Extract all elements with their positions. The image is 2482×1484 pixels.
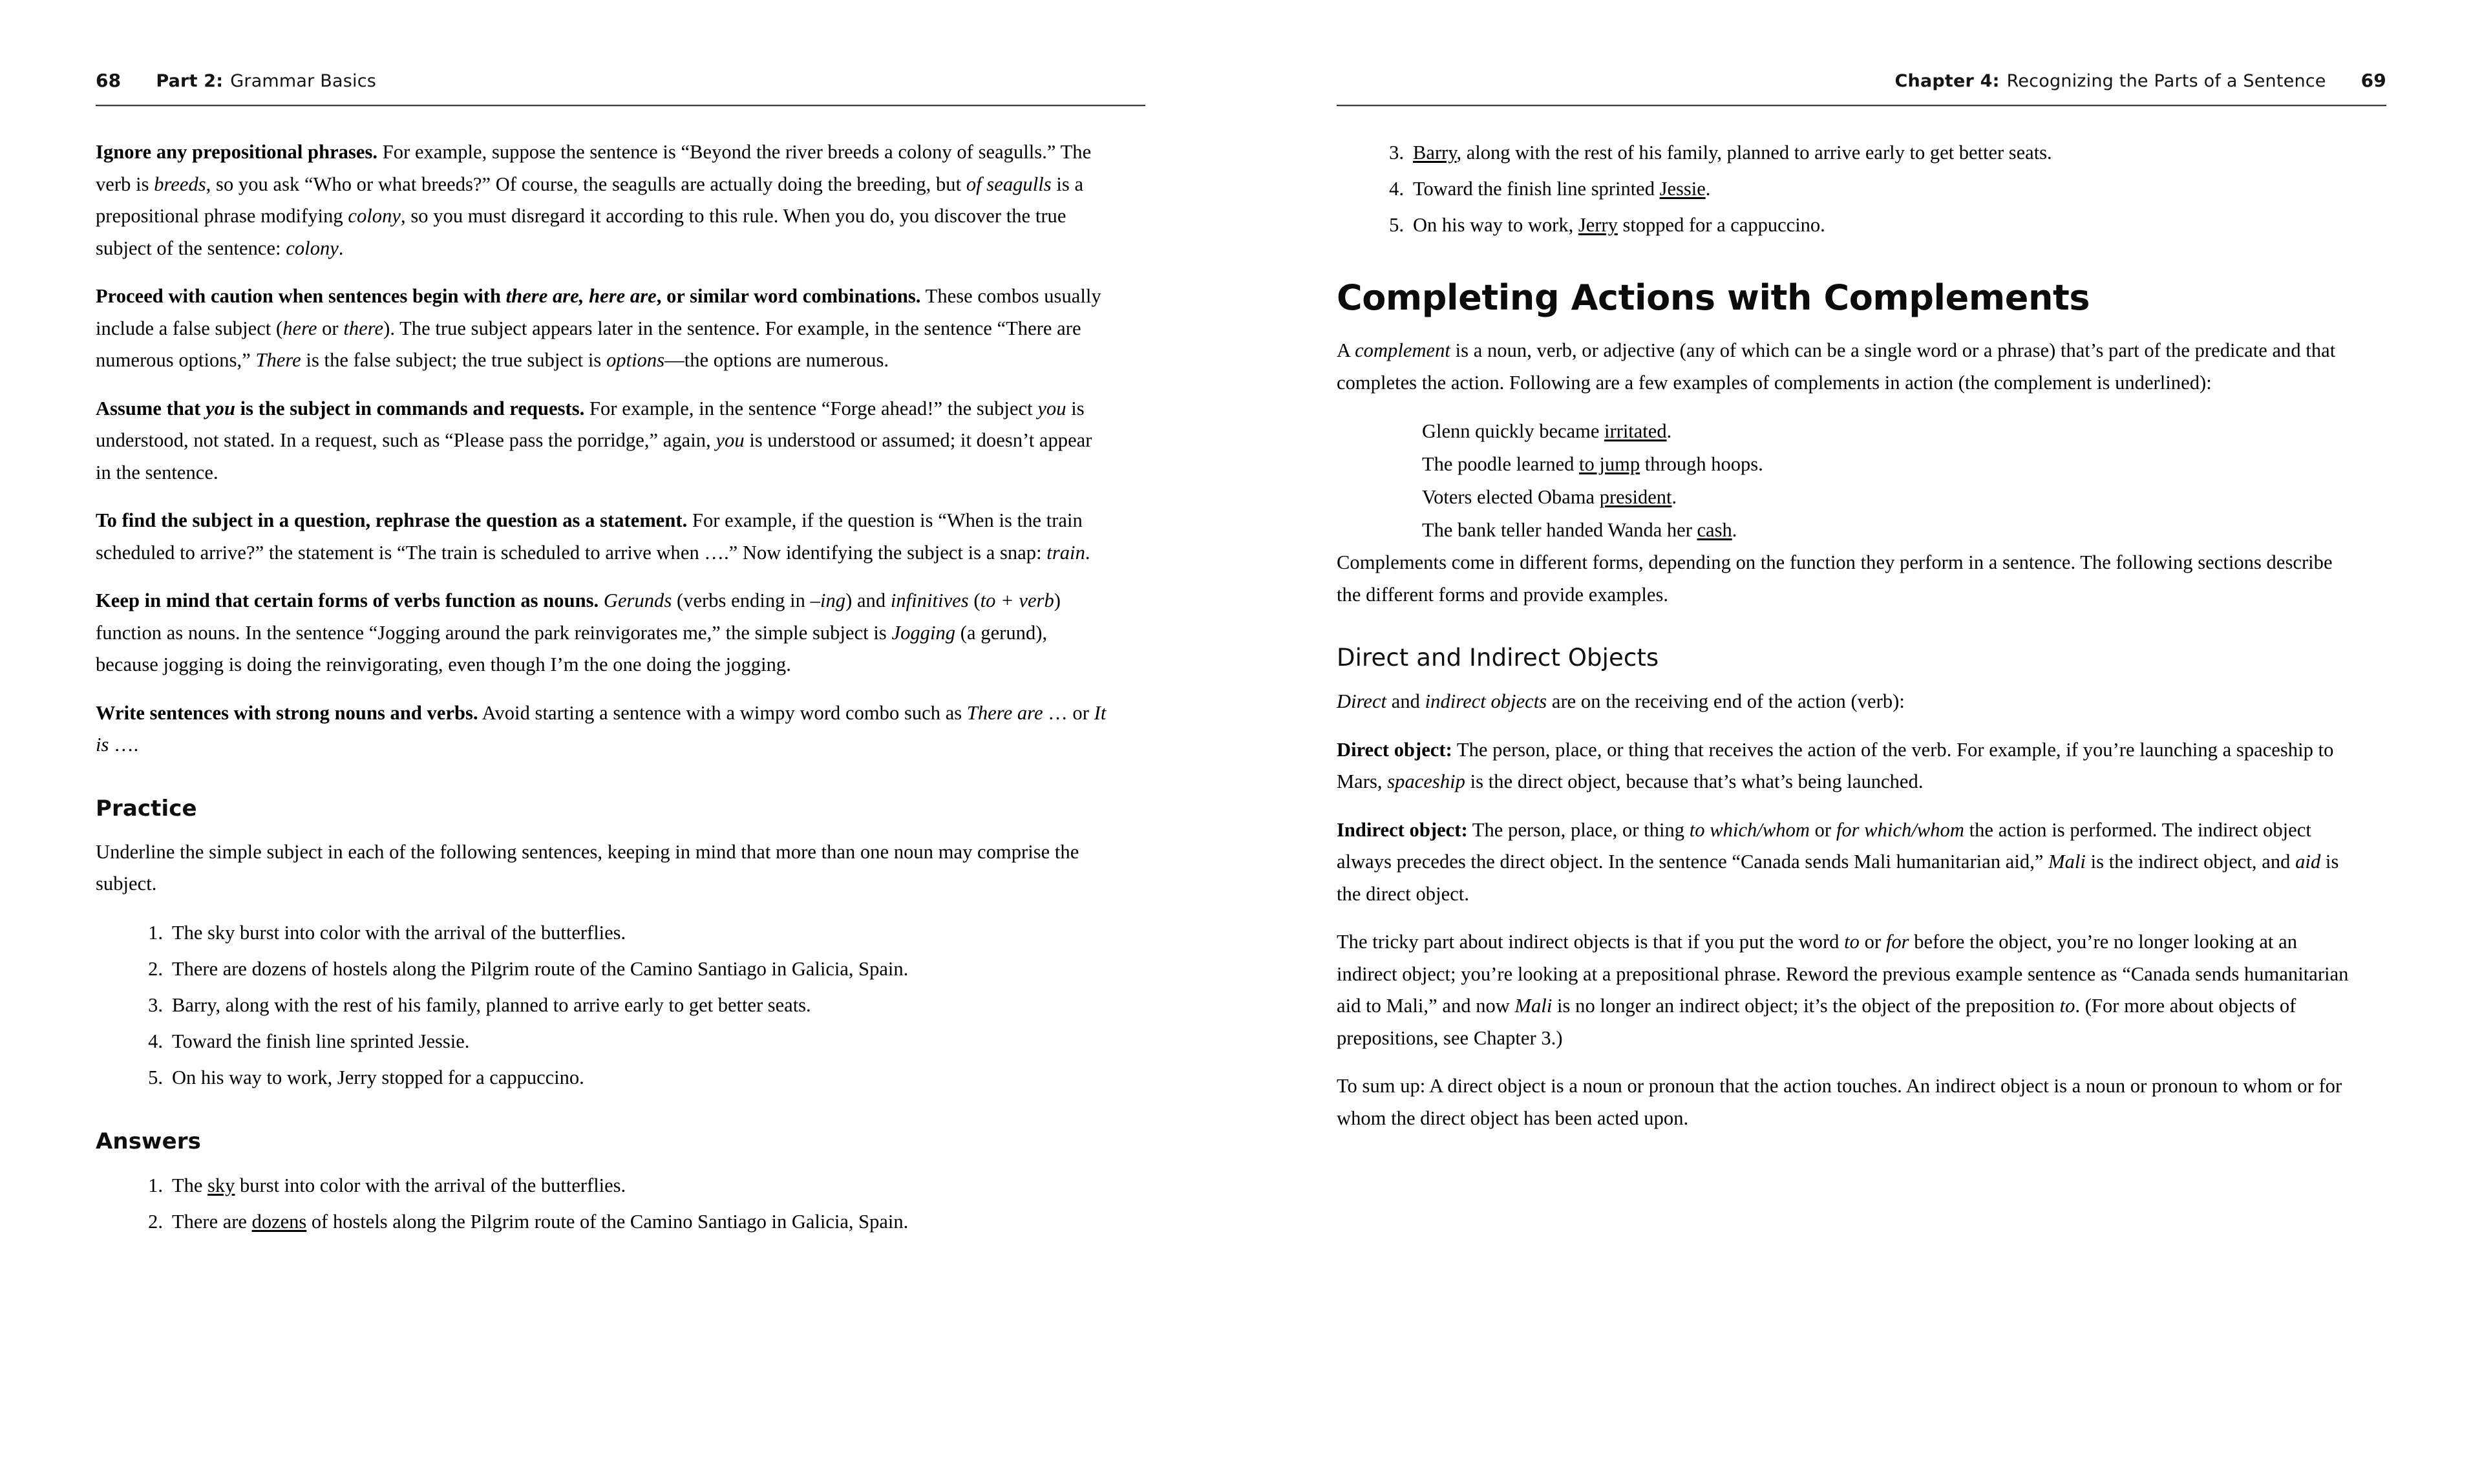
example-text: .: [1671, 486, 1677, 508]
list-item: [1422, 481, 2351, 514]
paragraph-rephrase-question: [96, 505, 1110, 569]
lead-in-text: Proceed with caution when sentences begin with: [96, 285, 506, 307]
body-text: is understood or assumed; it doesn’t appear in the sentence.: [96, 429, 1092, 483]
body-text: .: [338, 237, 344, 259]
italic-term: to which/whom: [1689, 818, 1810, 841]
paragraph-complement-definition: [1337, 335, 2351, 399]
chapter-label: Chapter 4:: [1894, 71, 2000, 91]
underlined-subject: Jerry: [1578, 214, 1618, 236]
italic-term: you: [1037, 397, 1066, 419]
body-text: A: [1337, 339, 1355, 361]
body-text: is a prepositional phrase modifying: [96, 173, 1084, 227]
answer-text: On his way to work,: [1413, 214, 1578, 236]
italic-term: colony: [286, 237, 339, 259]
italic-term: here: [282, 317, 317, 339]
italic-term: There: [255, 349, 301, 371]
chapter-title: Recognizing the Parts of a Sentence: [2006, 71, 2326, 91]
list-item: Toward the finish line sprinted Jessie.: [172, 1030, 470, 1052]
body-text: For example, in the sentence “Forge ahead!” the subject: [584, 397, 1038, 419]
example-text: Glenn quickly became: [1422, 420, 1605, 442]
italic-term: there: [343, 317, 384, 339]
body-text: The person, place, or thing that receives the action of the verb. For example, if you’re launching a spaceship to Mars,: [1337, 738, 2334, 792]
body-text: and: [1386, 690, 1425, 712]
italic-term: colony: [348, 205, 401, 227]
left-body-column: [96, 136, 1110, 1238]
lead-in-italic-term: you: [206, 397, 235, 419]
list-item: [1422, 448, 2351, 481]
body-text: .: [1085, 541, 1090, 564]
italic-term: spaceship: [1387, 770, 1465, 792]
italic-term: options: [606, 349, 665, 371]
paragraph-proceed-with-caution: [96, 281, 1110, 377]
body-text: [599, 589, 604, 611]
list-item: The sky burst into color with the arrival of the butterflies.: [172, 921, 626, 944]
answer-text: .: [1705, 178, 1711, 200]
italic-term: for: [1885, 931, 1909, 953]
answers-list: [96, 1169, 1110, 1238]
body-text: is the indirect object, and: [2085, 851, 2296, 873]
list-item: [172, 1169, 1110, 1202]
answer-text: of hostels along the Pilgrim route of the Camino Santiago in Galicia, Spain.: [306, 1210, 909, 1233]
list-item: [1413, 173, 2351, 206]
body-text: , so you ask “Who or what breeds?” Of course, the seagulls are actually doing the breeding, but: [206, 173, 966, 195]
body-text: . (For more about objects of prepositions, see Chapter 3.): [1337, 995, 2296, 1049]
body-text: (: [968, 589, 981, 611]
answer-text: stopped for a cappuccino.: [1617, 214, 1825, 236]
paragraph-tricky-part: [1337, 926, 2351, 1054]
underlined-complement: to jump: [1579, 453, 1640, 475]
header-rule-right: [1337, 105, 2386, 107]
body-text: is the direct object, because that’s what’s being launched.: [1465, 770, 1924, 792]
paragraph-sum-up: To sum up: A direct object is a noun or pronoun that the action touches. An indirect object is a noun or pronoun to whom or for whom the direct object has been acted upon.: [1337, 1075, 2342, 1129]
running-head-right: [1337, 70, 2386, 97]
heading-answers: Answers: [96, 1128, 201, 1154]
italic-term: breeds: [154, 173, 206, 195]
example-text: The bank teller handed Wanda her: [1422, 519, 1697, 541]
body-text: is understood, not stated. In a request, such as “Please pass the porridge,” again,: [96, 397, 1085, 451]
complement-examples-list: [1337, 415, 2351, 547]
body-text: (a gerund), because jogging is doing the reinvigorating, even though I’m the one doing the jogging.: [96, 621, 1048, 675]
body-text: ). The true subject appears later in the sentence. For example, in the sentence “There are numerous options,”: [96, 317, 1081, 371]
list-item: [1422, 514, 2351, 547]
italic-term: Gerunds: [603, 589, 672, 611]
italic-term: complement: [1355, 339, 1450, 361]
italic-term: train: [1046, 541, 1085, 564]
list-item: On his way to work, Jerry stopped for a cappuccino.: [172, 1066, 584, 1088]
paragraph-assume-you: [96, 393, 1110, 489]
body-text: or: [317, 317, 344, 339]
section-heading-complements: Completing Actions with Complements: [1337, 277, 2090, 318]
underlined-subject: Jessie: [1659, 178, 1706, 200]
answer-text: There are: [172, 1210, 252, 1233]
lead-in-text: is the subject in commands and requests.: [235, 397, 585, 419]
italic-term: for which/whom: [1836, 818, 1964, 841]
list-item: Barry, along with the rest of his family, planned to arrive early to get better seats.: [172, 993, 811, 1016]
italic-term: Mali: [2048, 851, 2086, 873]
lead-in-text: Direct object:: [1337, 738, 1452, 761]
paragraph-verbs-as-nouns: [96, 585, 1110, 681]
list-item: [1413, 136, 2351, 169]
body-text: is the direct object.: [1337, 851, 2339, 905]
paragraph-doio-intro: [1337, 686, 2351, 718]
list-item: [172, 1205, 1110, 1238]
italic-term: There are: [966, 701, 1043, 724]
body-text: … or: [1043, 701, 1094, 724]
answer-text: The: [172, 1174, 208, 1196]
list-item: [1422, 415, 2351, 448]
body-text: or: [1859, 931, 1886, 953]
italic-term: to: [1844, 931, 1860, 953]
lead-in-text: Write sentences with strong nouns and verbs.: [96, 701, 478, 724]
italic-term: aid: [2295, 851, 2321, 873]
lead-in-italic-term: there are, here are: [505, 285, 657, 307]
lead-in-text: Assume that: [96, 397, 206, 419]
lead-in-text: To find the subject in a question, rephrase the question as a statement.: [96, 509, 688, 531]
body-text: —the options are numerous.: [664, 349, 889, 371]
body-text: The tricky part about indirect objects is that if you put the word: [1337, 931, 1845, 953]
right-body-column: [1337, 136, 2351, 1134]
body-text: the action is performed. The indirect object always precedes the direct object. In the sentence “Canada sends Mali humanitarian aid,”: [1337, 818, 2311, 873]
italic-term: Direct: [1337, 690, 1387, 712]
subsection-heading-direct-indirect-objects: Direct and Indirect Objects: [1337, 644, 1659, 672]
body-text: For example, suppose the sentence is “Beyond the river breeds a colony of seagulls.” The verb is: [96, 141, 1092, 195]
body-text: Avoid starting a sentence with a wimpy word combo such as: [478, 701, 967, 724]
underlined-complement: cash: [1697, 519, 1732, 541]
underlined-complement: irritated: [1604, 420, 1667, 442]
page-number-left: 68: [96, 70, 122, 91]
body-text: before the object, you’re no longer looking at an indirect object; you’re looking at a prepositional phrase. Reword the previous example sentence as “Canada sends humanitarian aid to Mali,” and now: [1337, 931, 2349, 1017]
running-head-left: [96, 70, 1145, 97]
paragraph-complement-forms: Complements come in different forms, depending on the function they perform in a sentence. The following sections describe the different forms and provide examples.: [1337, 551, 2333, 606]
underlined-subject: dozens: [251, 1210, 307, 1233]
body-text: These combos usually include a false subject (: [96, 285, 1101, 339]
list-item: [1413, 209, 2351, 242]
answer-text: burst into color with the arrival of the butterflies.: [235, 1174, 626, 1196]
list-item: There are dozens of hostels along the Pilgrim route of the Camino Santiago in Galicia, Spain.: [172, 957, 909, 980]
italic-term: to: [2059, 995, 2075, 1017]
italic-term: It is: [96, 701, 1107, 756]
heading-practice: Practice: [96, 795, 197, 822]
header-rule-left: [96, 105, 1145, 107]
body-text: (verbs ending in: [672, 589, 811, 611]
example-text: .: [1732, 519, 1737, 541]
underlined-complement: president: [1599, 486, 1672, 508]
practice-list: [96, 917, 1110, 1094]
paragraph-strong-nouns-verbs: [96, 697, 1110, 761]
page-number-right: 69: [2360, 70, 2386, 91]
paragraph-direct-object: [1337, 734, 2351, 798]
answers-list-continued: [1337, 136, 2351, 242]
body-text: For example, if the question is “When is the train scheduled to arrive?” the statement is “The train is scheduled to arrive when ….” Now identifying the subject is a snap:: [96, 509, 1083, 564]
body-text: is no longer an indirect object; it’s the object of the preposition: [1552, 995, 2060, 1017]
part-title: Grammar Basics: [230, 71, 377, 91]
lead-in-text: Keep in mind that certain forms of verbs function as nouns.: [96, 589, 599, 611]
paragraph-ignore-prepositional: [96, 136, 1110, 264]
body-text: are on the receiving end of the action (verb):: [1547, 690, 1905, 712]
italic-term: to + verb: [980, 589, 1054, 611]
italic-term: Jogging: [891, 621, 956, 644]
italic-term: infinitives: [890, 589, 969, 611]
example-text: Voters elected Obama: [1422, 486, 1600, 508]
lead-in-text: , or similar word combinations.: [656, 285, 921, 307]
body-text: ) function as nouns. In the sentence “Jogging around the park reinvigorates me,” the simple subject is: [96, 589, 1061, 644]
example-text: .: [1666, 420, 1672, 442]
body-text: is the false subject; the true subject is: [301, 349, 606, 371]
paragraph-indirect-object: [1337, 814, 2351, 911]
part-label: Part 2:: [156, 71, 224, 91]
italic-term: –ing: [810, 589, 846, 611]
underlined-subject: Barry: [1413, 142, 1457, 164]
italic-term: you: [716, 429, 745, 451]
underlined-subject: sky: [207, 1174, 235, 1196]
body-text: The person, place, or thing: [1467, 818, 1690, 841]
body-text: , so you must disregard it according to this rule. When you do, you discover the true subject of the sentence:: [96, 205, 1066, 259]
answer-text: , along with the rest of his family, planned to arrive early to get better seats.: [1456, 142, 2052, 164]
lead-in-text: Indirect object:: [1337, 818, 1468, 841]
example-text: through hoops.: [1640, 453, 1763, 475]
example-text: The poodle learned: [1422, 453, 1580, 475]
right-page: [1241, 0, 2482, 1484]
body-text: is a noun, verb, or adjective (any of which can be a single word or a phrase) that’s part of the predicate and that completes the action. Following are a few examples of complements in action (the complement is underlined):: [1337, 339, 2336, 394]
practice-instructions: Underline the simple subject in each of the following sentences, keeping in mind that more than one noun may comprise the subject.: [96, 840, 1079, 895]
answer-text: Toward the finish line sprinted: [1413, 178, 1660, 200]
italic-term: indirect objects: [1425, 690, 1547, 712]
italic-term: Mali: [1514, 995, 1553, 1017]
italic-term: of seagulls: [966, 173, 1052, 195]
body-text: or: [1809, 818, 1836, 841]
lead-in-text: Ignore any prepositional phrases.: [96, 141, 378, 163]
body-text: ) and: [845, 589, 891, 611]
body-text: ….: [109, 734, 139, 756]
